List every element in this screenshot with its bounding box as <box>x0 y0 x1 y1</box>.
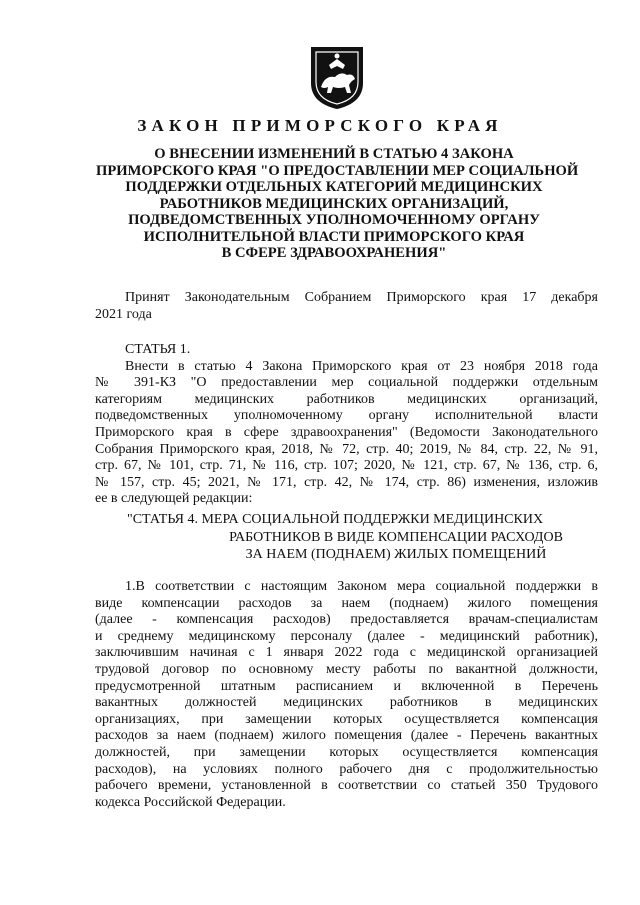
paragraph-line: трудовой договор по основному месту работы по вакантной должности, <box>95 661 598 677</box>
article-1-line: Собрания Приморского края, 2018, № 72, стр. 40; 2019, № 84, стр. 22, № 91, <box>95 441 598 457</box>
article-1-line: № 391-КЗ "О предоставлении мер социальной поддержки отдельным <box>95 375 598 391</box>
article-1-line: категориям медицинских работников медицинских организаций, <box>95 391 598 407</box>
law-title: ЗАКОН ПРИМОРСКОГО КРАЯ <box>137 116 503 135</box>
article-4-title: РАБОТНИКОВ В ВИДЕ КОМПЕНСАЦИИ РАСХОДОВ <box>229 530 563 545</box>
paragraph-line: виде компенсации расходов за наем (поднаем) жилого помещения <box>95 595 598 611</box>
subtitle-line: ПРИМОРСКОГО КРАЯ "О ПРЕДОСТАВЛЕНИИ МЕР СОЦИАЛЬНОЙ <box>96 162 579 179</box>
article-1-line: Приморского края в сфере здравоохранения" (Ведомости Законодательного <box>95 424 598 440</box>
article-1 <box>95 342 598 508</box>
article-1-label: СТАТЬЯ 1. <box>125 342 191 357</box>
coat-of-arms-icon <box>307 45 367 111</box>
article-1-line: подведомственных уполномоченному органу исполнительной власти <box>95 408 598 424</box>
article-1-line: № 157, стр. 45; 2021, № 171, стр. 42, № 174, стр. 86) изменения, изложив <box>95 474 598 490</box>
paragraph-line: предусмотренной штатным расписанием и включенной в Перечень <box>95 678 598 694</box>
paragraph-line: 1.В соответствии с настоящим Законом мера социальной поддержки в <box>125 579 598 594</box>
article-4-title: ЗА НАЕМ (ПОДНАЕМ) ЖИЛЫХ ПОМЕЩЕНИЙ <box>245 547 547 562</box>
paragraph-line: (далее - компенсация расходов) предоставляется врачам-специалистам <box>95 612 598 628</box>
adoption-line: 2021 года <box>95 306 152 322</box>
subtitle-line: ИСПОЛНИТЕЛЬНОЙ ВЛАСТИ ПРИМОРСКОГО КРАЯ <box>143 228 525 245</box>
article-1-line: Внести в статью 4 Закона Приморского края от 23 ноября 2018 года <box>125 358 598 374</box>
subtitle-line: РАБОТНИКОВ МЕДИЦИНСКИХ ОРГАНИЗАЦИЙ, <box>159 195 509 212</box>
subtitle-line: О ВНЕСЕНИИ ИЗМЕНЕНИЙ В СТАТЬЮ 4 ЗАКОНА <box>154 146 514 162</box>
paragraph-line: кодекса Российской Федерации. <box>95 794 286 810</box>
article-1-line: стр. 67, № 101, стр. 71, № 116, стр. 107; 2020, № 121, стр. 67, № 136, стр. 6, <box>95 458 598 474</box>
paragraph-line: вакантных должностей медицинских работников в медицинских <box>95 695 598 711</box>
paragraph-line: расходов за наем (поднаем) жилого помещения (далее - Перечень вакантных <box>95 728 598 744</box>
adoption-line: Принят Законодательным Собранием Приморского края 17 декабря <box>125 290 598 305</box>
article-4-paragraph-1 <box>95 579 598 811</box>
article-1-line: ее в следующей редакции: <box>95 491 253 507</box>
paragraph-line: заключившим начиная с 1 января 2022 года с медицинской организацией <box>95 645 598 661</box>
subtitle-line: ПОДВЕДОМСТВЕННЫХ УПОЛНОМОЧЕННОМУ ОРГАНУ <box>128 212 540 228</box>
law-subtitle <box>96 146 579 262</box>
paragraph-line: расходов), на условиях полного рабочего дня с продолжительностью <box>95 761 598 777</box>
subtitle-line: ПОДДЕРЖКИ ОТДЕЛЬНЫХ КАТЕГОРИЙ МЕДИЦИНСКИХ <box>125 179 543 195</box>
subtitle-line: В СФЕРЕ ЗДРАВООХРАНЕНИЯ" <box>221 245 447 261</box>
paragraph-line: и среднему медицинскому персоналу (далее - медицинский работник), <box>95 628 598 644</box>
paragraph-line: должностей, при замещении которых осуществляется компенсация <box>95 744 598 760</box>
paragraph-line: рабочего времени, установленной в соответствии со статьей 350 Трудового <box>95 778 598 794</box>
article-4-title: "СТАТЬЯ 4. МЕРА СОЦИАЛЬНОЙ ПОДДЕРЖКИ МЕДИЦИНСКИХ <box>127 512 544 527</box>
adoption-note <box>95 290 598 323</box>
paragraph-line: организациях, при замещении которых осуществляется компенсация <box>95 711 598 727</box>
